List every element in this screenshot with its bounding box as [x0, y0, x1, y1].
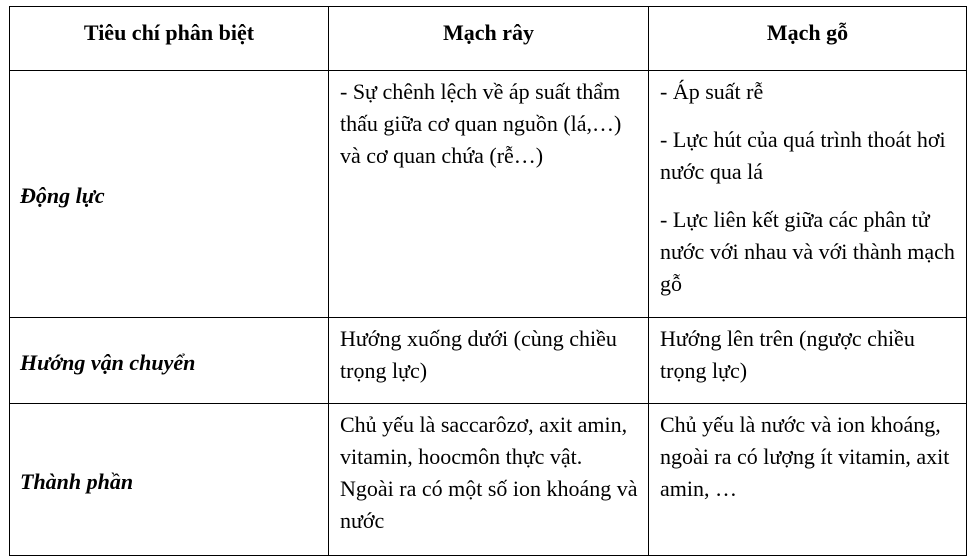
cell-mach-ray — [329, 71, 649, 318]
cell-mach-ray — [329, 404, 649, 556]
cell-text: - Sự chênh lệch về áp suất thẩm thấu giữa cơ quan nguồn (lá,…) và cơ quan chứa (rễ…) — [340, 79, 622, 168]
cell-mach-go — [649, 71, 967, 318]
header-criterion: Tiêu chí phân biệt — [10, 7, 329, 71]
row-label: Hướng vận chuyển — [10, 318, 329, 404]
cell-text: - Lực hút của quá trình thoát hơi nước qua lá — [660, 127, 946, 184]
cell-text: Hướng lên trên (ngược chiều trọng lực) — [660, 326, 915, 383]
cell-text: Hướng xuống dưới (cùng chiều trọng lực) — [340, 326, 617, 383]
header-mach-ray: Mạch rây — [329, 7, 649, 71]
header-mach-go: Mạch gỗ — [649, 7, 967, 71]
cell-text: - Áp suất rễ — [660, 79, 764, 104]
header-row — [10, 7, 967, 71]
cell-mach-ray — [329, 318, 649, 404]
row-label: Thành phần — [10, 404, 329, 556]
cell-text: - Lực liên kết giữa các phân tử nước với nhau và với thành mạch gỗ — [660, 207, 955, 296]
comparison-table — [9, 6, 967, 556]
table-row — [10, 318, 967, 404]
cell-mach-go — [649, 404, 967, 556]
cell-text: Chủ yếu là saccarôzơ, axit amin, vitamin, hoocmôn thực vật. Ngoài ra có một số ion khoáng và nước — [340, 412, 638, 533]
cell-mach-go — [649, 318, 967, 404]
table-row — [10, 71, 967, 318]
table-row — [10, 404, 967, 556]
row-label: Động lực — [10, 71, 329, 318]
cell-text: Chủ yếu là nước và ion khoáng, ngoài ra có lượng ít vitamin, axit amin, … — [660, 412, 950, 501]
